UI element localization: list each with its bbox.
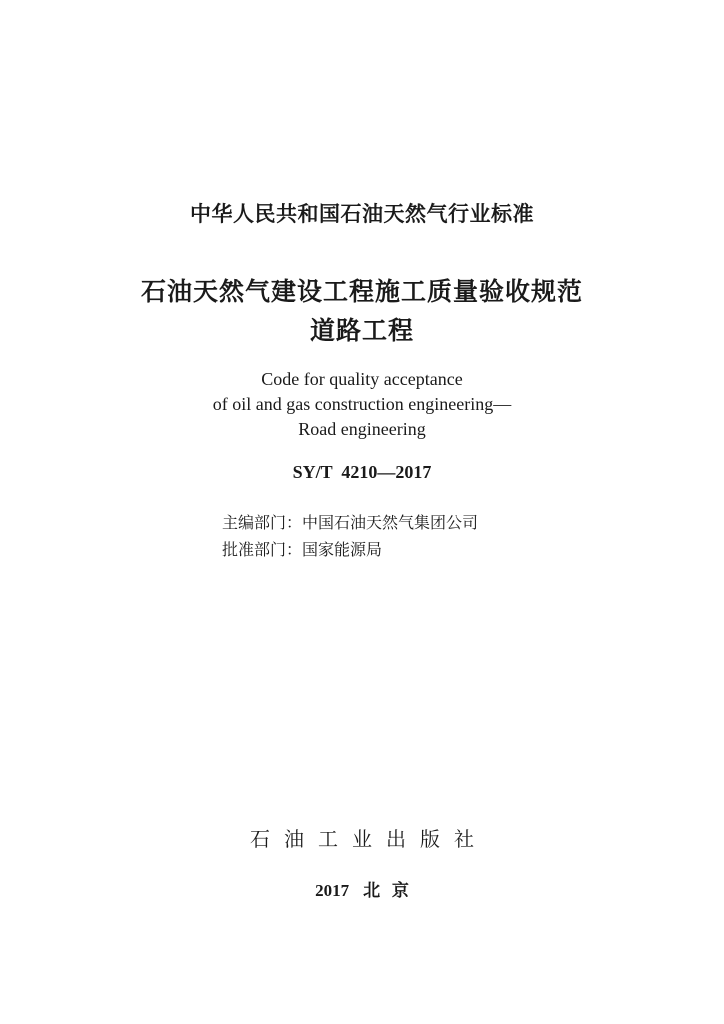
standard-code: SY/T 4210—2017: [292, 462, 432, 482]
editor-label: 主编部门：: [222, 513, 303, 532]
publication-year: 2017: [315, 881, 350, 900]
editing-department: [222, 510, 478, 533]
publication-city: 北 京: [363, 881, 409, 901]
english-title-line-1: Code for quality acceptance: [261, 369, 463, 389]
publication-year-city: [0, 876, 724, 901]
publisher-name: 石油工业出版社: [250, 827, 488, 851]
english-title-line-2: of oil and gas construction engineering—: [212, 394, 512, 414]
approver-label: 批准部门：: [222, 540, 303, 559]
approver-value: 国家能源局: [302, 540, 383, 559]
standard-category: 中华人民共和国石油天然气行业标准: [190, 202, 534, 226]
english-title-line-3: Road engineering: [298, 419, 426, 439]
editor-value: 中国石油天然气集团公司: [302, 513, 479, 532]
chinese-title-line-2: 道路工程: [309, 316, 414, 345]
chinese-title-line-1: 石油天然气建设工程施工质量验收规范: [140, 277, 583, 306]
approving-department: [222, 537, 382, 560]
